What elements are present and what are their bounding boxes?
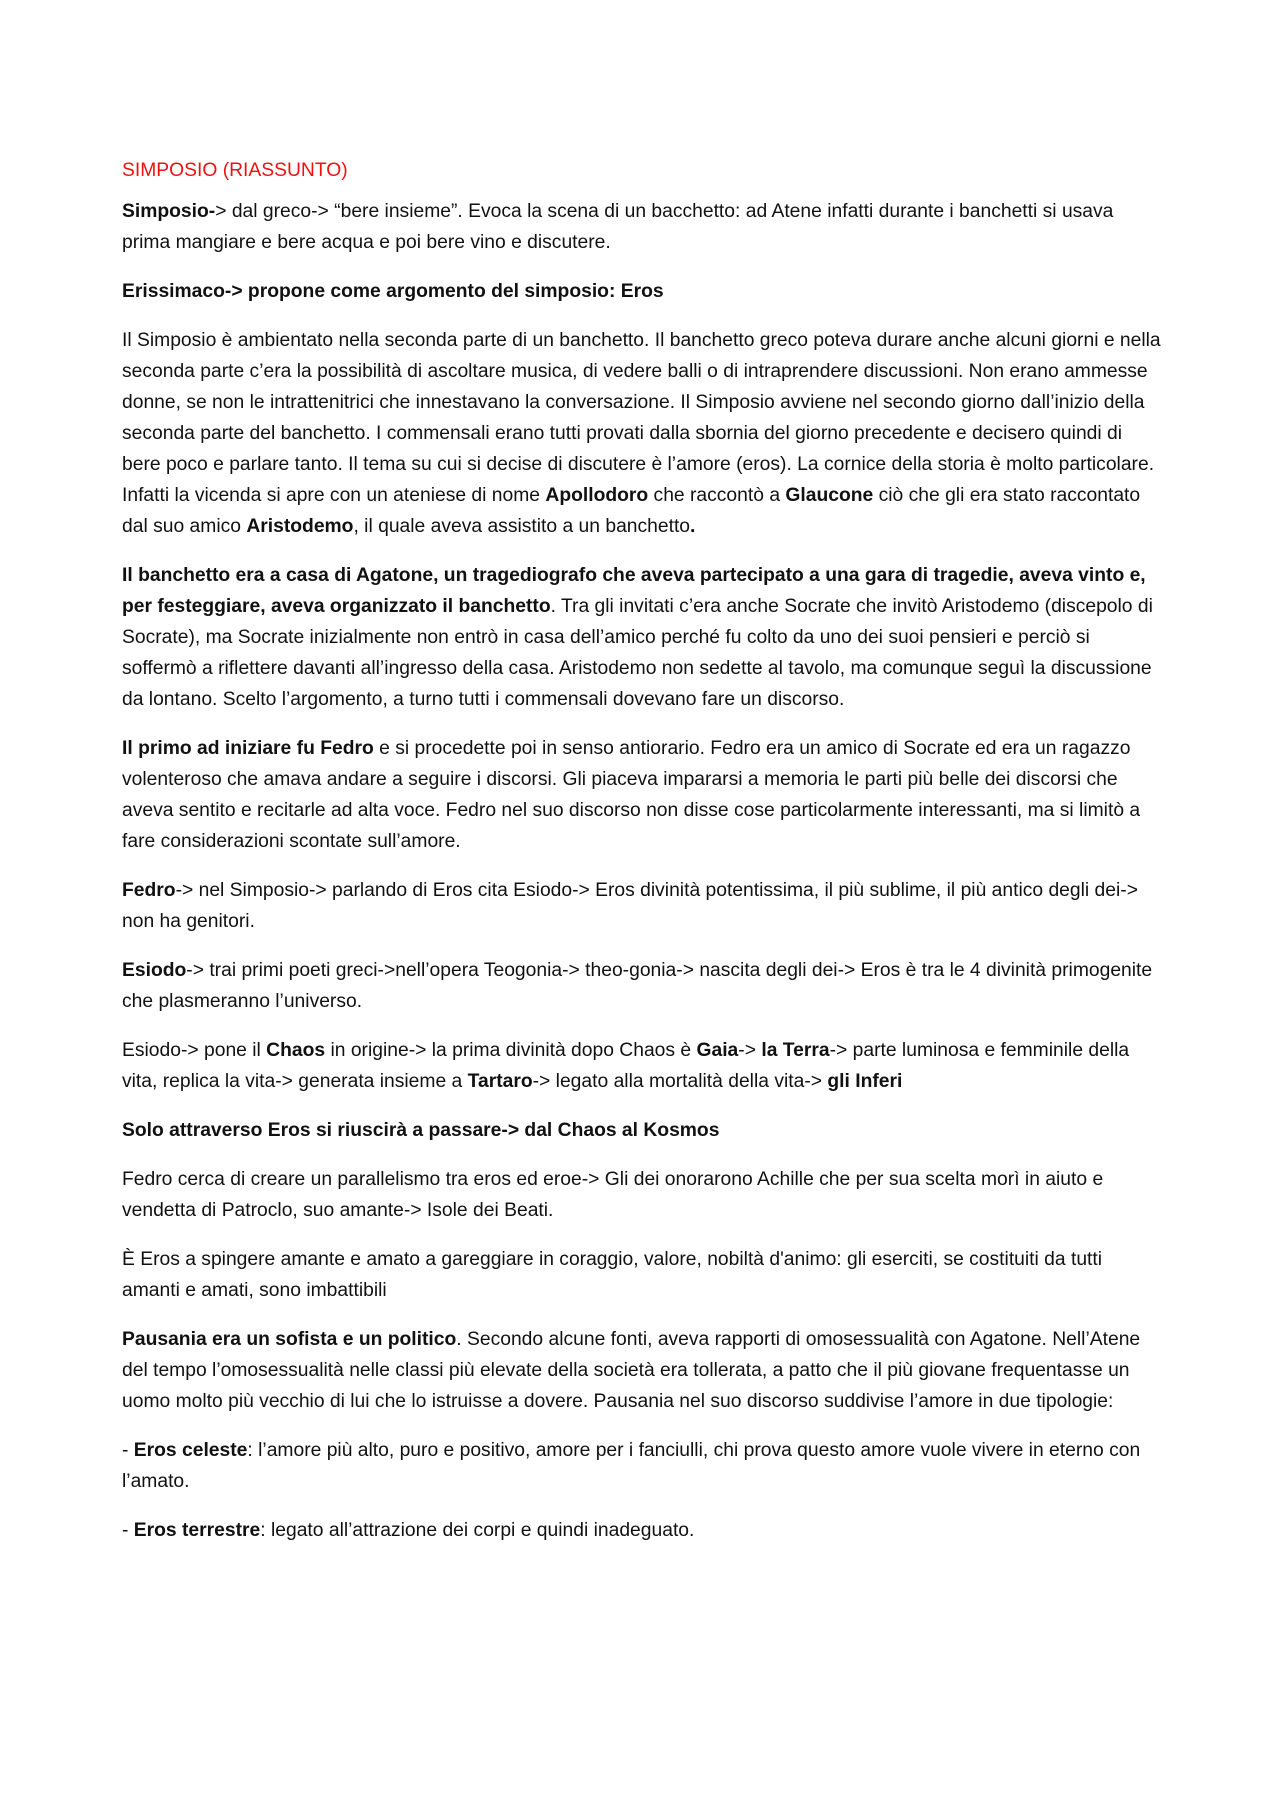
paragraph	[122, 1244, 1165, 1306]
bold-text: Eros celeste	[133, 1440, 248, 1461]
bold-text: gli Inferi	[827, 1071, 903, 1092]
paragraph	[122, 1115, 1165, 1146]
paragraph	[122, 1515, 1165, 1546]
paragraph	[122, 276, 1165, 307]
bold-text: Eros terrestre	[133, 1520, 261, 1541]
text-run: È Eros a spingere amante e amato a gareggiare in coraggio, valore, nobiltà d'animo: gli eserciti, se costituiti da tutti amanti e amati, sono imbattibili	[122, 1249, 1103, 1301]
text-run: . Tra gli invitati c’era anche Socrate che invitò Aristodemo (discepolo di Socrate), ma Socrate inizialmente non entrò in casa dell’amico perché fu colto da uno dei suoi pensieri e perciò si soffermò a riflettere davanti all’ingresso della casa. Aristodemo non sedette al tavolo, ma comunque seguì la discussione da lontano. Scelto l’argomento, a turno tutti i commensali dovevano fare un discorso.	[122, 596, 1153, 710]
bold-text: Chaos	[266, 1040, 326, 1061]
bold-text: Esiodo	[122, 960, 187, 981]
text-run: ->	[738, 1040, 762, 1061]
bold-text: Solo attraverso Eros si riuscirà a passare-> dal Chaos al Kosmos	[122, 1120, 720, 1141]
paragraph	[122, 325, 1165, 542]
paragraph	[122, 875, 1165, 937]
bold-text: Apollodoro	[545, 485, 649, 506]
bold-text: Fedro	[122, 880, 176, 901]
paragraph	[122, 560, 1165, 715]
text-run: Esiodo-> pone il	[122, 1040, 267, 1061]
paragraph	[122, 1164, 1165, 1226]
paragraph	[122, 733, 1165, 857]
bold-text: la Terra	[761, 1040, 830, 1061]
text-run: > dal greco-> “bere insieme”. Evoca la scena di un bacchetto: ad Atene infatti durante i banchetti si usava prima mangiare e bere acqua e poi bere vino e discutere.	[122, 201, 1114, 253]
bold-text: Pausania era un sofista e un politico	[122, 1329, 457, 1350]
document-body	[122, 196, 1165, 1546]
bold-text: .	[690, 516, 696, 537]
bold-text: Il banchetto era a casa di Agatone, un tragediografo che aveva partecipato a una gara di tragedie, aveva vinto e, per festeggiare, aveva organizzato il banchetto	[122, 565, 1146, 617]
text-run: che raccontò a	[648, 485, 786, 506]
text-run: -> trai primi poeti greci->nell’opera Teogonia-> theo-gonia-> nascita degli dei-> Eros è tra le 4 divinità primogenite che plasmeranno l’universo.	[122, 960, 1153, 1012]
text-run: -	[122, 1440, 134, 1461]
bold-text: Erissimaco-> propone come argomento del simposio: Eros	[122, 281, 664, 302]
text-run: ciò che gli era stato raccontato dal suo amico	[122, 485, 1141, 537]
bold-text: Simposio-	[122, 201, 216, 222]
document-title: SIMPOSIO (RIASSUNTO)	[122, 160, 348, 181]
text-run: in origine-> la prima divinità dopo Chaos è	[325, 1040, 697, 1061]
text-run: : l’amore più alto, puro e positivo, amore per i fanciulli, chi prova questo amore vuole vivere in eterno con l’amato.	[122, 1440, 1141, 1492]
paragraph	[122, 196, 1165, 258]
bold-text: Aristodemo	[246, 516, 354, 537]
text-run: Il Simposio è ambientato nella seconda parte di un banchetto. Il banchetto greco poteva durare anche alcuni giorni e nella seconda parte c’era la possibilità di ascoltare musica, di vedere balli o di intraprendere discussioni. Non erano ammesse donne, se non le intrattenitrici che innestavano la conversazione. Il Simposio avviene nel secondo giorno dall’inizio della seconda parte del banchetto. I commensali erano tutti provati dalla sbornia del giorno precedente e decisero quindi di bere poco e parlare tanto. Il tema su cui si decise di discutere è l’amore (eros). La cornice della storia è molto particolare. Infatti la vicenda si apre con un ateniese di nome	[122, 330, 1161, 506]
text-run: : legato all’attrazione dei corpi e quindi inadeguato.	[260, 1520, 695, 1541]
text-run: e si procedette poi in senso antiorario. Fedro era un amico di Socrate ed era un ragazzo volenteroso che amava andare a seguire i discorsi. Gli piaceva impararsi a memoria le parti più belle dei discorsi che aveva sentito e recitarle ad alta voce. Fedro nel suo discorso non disse cose particolarmente interessanti, ma si limitò a fare considerazioni scontate sull’amore.	[122, 738, 1141, 852]
paragraph	[122, 1035, 1165, 1097]
text-run: . Secondo alcune fonti, aveva rapporti di omosessualità con Agatone. Nell’Atene del tempo l’omosessualità nelle classi più elevate della società era tollerata, a patto che il più giovane frequentasse un uomo molto più vecchio di lui che lo istruisse a dovere. Pausania nel suo discorso suddivise l’amore in due tipologie:	[122, 1329, 1141, 1412]
bold-text: Il primo ad iniziare fu Fedro	[122, 738, 374, 759]
text-run: Fedro cerca di creare un parallelismo tra eros ed eroe-> Gli dei onorarono Achille che per sua scelta morì in aiuto e vendetta di Patroclo, suo amante-> Isole dei Beati.	[122, 1169, 1104, 1221]
text-run: -> legato alla mortalità della vita->	[532, 1071, 828, 1092]
text-run: -> nel Simposio-> parlando di Eros cita Esiodo-> Eros divinità potentissima, il più sublime, il più antico degli dei-> non ha genitori.	[122, 880, 1138, 932]
paragraph	[122, 1324, 1165, 1417]
bold-text: Tartaro	[467, 1071, 533, 1092]
bold-text: Glaucone	[785, 485, 874, 506]
paragraph	[122, 955, 1165, 1017]
text-run: , il quale aveva assistito a un banchetto	[353, 516, 691, 537]
text-run: -	[122, 1520, 134, 1541]
paragraph	[122, 1435, 1165, 1497]
bold-text: Gaia	[696, 1040, 739, 1061]
text-run: -> parte luminosa e femminile della vita, replica la vita-> generata insieme a	[122, 1040, 1130, 1092]
